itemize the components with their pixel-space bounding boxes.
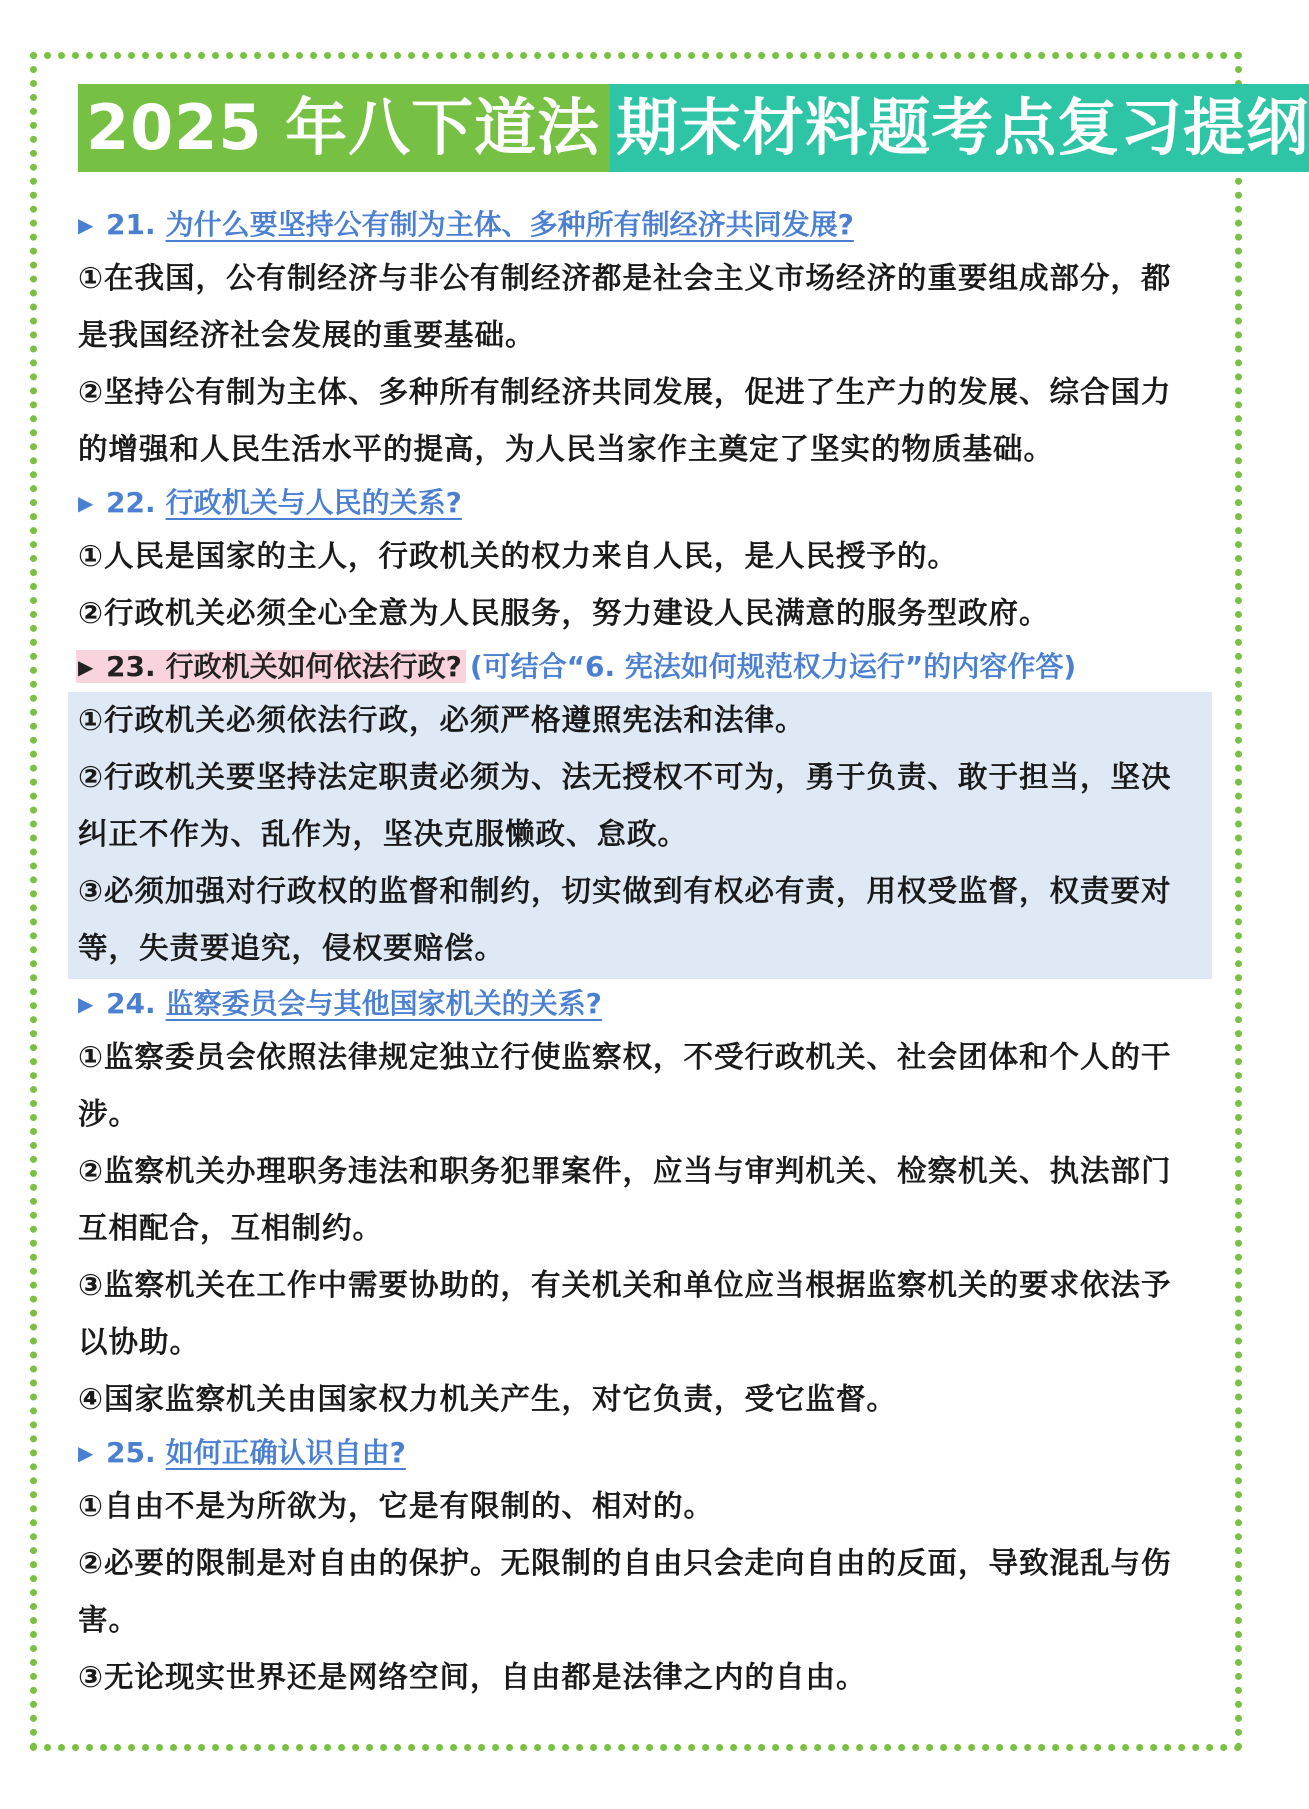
answer-line: ②必要的限制是对自由的保护。无限制的自由只会走向自由的反面，导致混乱与伤 (78, 1546, 1172, 1580)
question-22 (78, 478, 1202, 528)
play-arrow-icon: ▶ (78, 1441, 94, 1465)
question-note: (可结合“6. 宪法如何规范权力运行”的内容作答) (469, 650, 1077, 683)
answer-line: ②行政机关要坚持法定职责必须为、法无授权不可为，勇于负责、敢于担当，坚决 (78, 760, 1172, 794)
question-number: 23. (106, 650, 156, 683)
answer-line: ③监察机关在工作中需要协助的，有关机关和单位应当根据监察机关的要求依法予 (78, 1268, 1172, 1302)
highlight-box (68, 692, 1212, 979)
answer-line: ③必须加强对行政权的监督和制约，切实做到有权必有责，用权受监督，权责要对 (78, 874, 1172, 908)
question-highlight (76, 650, 466, 683)
play-arrow-icon: ▶ (78, 491, 94, 515)
answer-line: 的增强和人民生活水平的提高，为人民当家作主奠定了坚实的物质基础。 (78, 432, 1055, 466)
answer-line: ①在我国，公有制经济与非公有制经济都是社会主义市场经济的重要组成部分，都 (78, 261, 1172, 295)
play-arrow-icon: ▶ (78, 213, 94, 237)
answer-line: ②行政机关必须全心全意为人民服务，努力建设人民满意的服务型政府。 (78, 596, 1050, 630)
answer-line: 纠正不作为、乱作为，坚决克服懒政、怠政。 (78, 817, 689, 851)
question-text: 行政机关如何依法行政? (165, 650, 462, 683)
question-24 (78, 979, 1202, 1029)
answer-line: 互相配合，互相制约。 (78, 1211, 384, 1245)
question-number: 21. (106, 208, 156, 241)
title-left-segment: 2025 年八下道法 (78, 84, 610, 172)
question-text: 行政机关与人民的关系? (165, 486, 462, 519)
question-23 (78, 642, 1202, 692)
answer-line: ④国家监察机关由国家权力机关产生，对它负责，受它监督。 (78, 1382, 897, 1416)
question-number: 22. (106, 486, 156, 519)
answer-line: ②监察机关办理职务违法和职务犯罪案件，应当与审判机关、检察机关、执法部门 (78, 1154, 1172, 1188)
play-arrow-icon: ▶ (78, 655, 94, 679)
question-25 (78, 1428, 1202, 1478)
answer-line: ③无论现实世界还是网络空间，自由都是法律之内的自由。 (78, 1660, 867, 1694)
question-21 (78, 200, 1202, 250)
question-text: 监察委员会与其他国家机关的关系? (165, 987, 602, 1020)
answer-line: 以协助。 (78, 1325, 201, 1359)
question-number: 25. (106, 1436, 156, 1469)
answer-line: ①监察委员会依照法律规定独立行使监察权，不受行政机关、社会团体和个人的干 (78, 1040, 1172, 1074)
question-text: 如何正确认识自由? (165, 1436, 406, 1469)
outline-content (78, 200, 1202, 1706)
page-title (78, 84, 1309, 172)
answer-line: 等，失责要追究，侵权要赔偿。 (78, 931, 506, 965)
title-right-segment: 期末材料题考点复习提纲 (610, 84, 1309, 172)
answer-line: ①行政机关必须依法行政，必须严格遵照宪法和法律。 (78, 703, 806, 737)
question-text: 为什么要坚持公有制为主体、多种所有制经济共同发展? (165, 208, 854, 241)
play-arrow-icon: ▶ (78, 992, 94, 1016)
answer-line: 涉。 (78, 1097, 140, 1131)
answer-line: 是我国经济社会发展的重要基础。 (78, 318, 536, 352)
answer-line: ②坚持公有制为主体、多种所有制经济共同发展，促进了生产力的发展、综合国力 (78, 375, 1172, 409)
answer-line: 害。 (78, 1603, 140, 1637)
question-number: 24. (106, 987, 156, 1020)
answer-line: ①自由不是为所欲为，它是有限制的、相对的。 (78, 1489, 714, 1523)
answer-line: ①人民是国家的主人，行政机关的权力来自人民，是人民授予的。 (78, 539, 958, 573)
